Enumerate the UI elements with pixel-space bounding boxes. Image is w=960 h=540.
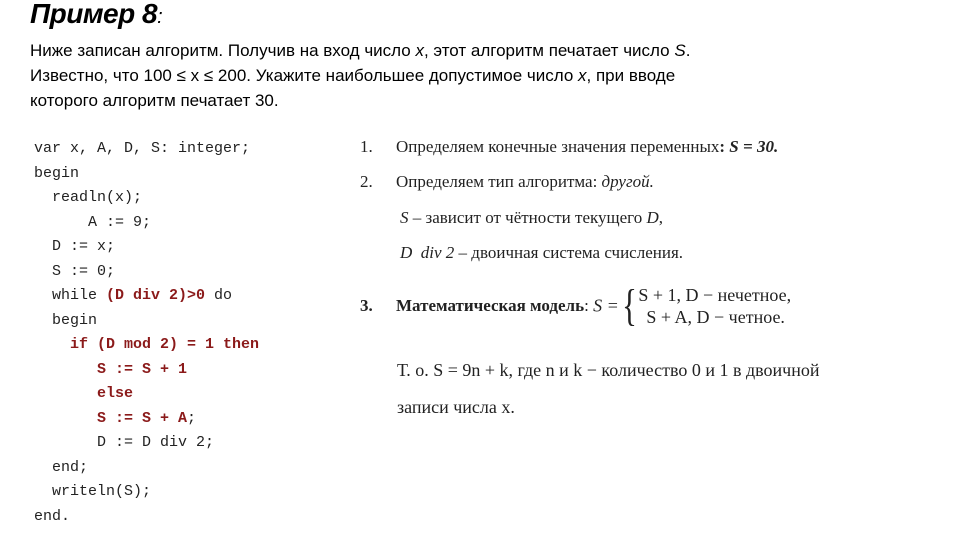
code-line-else [34,382,259,407]
task-text: Ниже записан алгоритм. Получив на вход число [30,41,416,60]
code-line: var x, A, D, S: integer; [34,140,251,157]
step-text: Определяем тип алгоритма: [396,172,602,191]
solution-step-2 [360,172,654,192]
code-text: ; [187,409,197,427]
step-label: Математическая модель [396,296,585,315]
step-result: S = 30. [729,137,779,156]
step-number: 3. [360,296,373,315]
code-line: begin [34,311,98,329]
case-odd: S + 1, D − нечетное, [638,285,792,305]
task-line-2 [30,63,910,88]
solution-note-2 [400,243,683,263]
page-title [30,0,162,30]
var-s: S [674,41,686,60]
while-condition: (D div 2)>0 [106,287,206,304]
code-listing [34,137,259,529]
piecewise-cases [638,284,791,328]
step-colon: : [719,137,730,156]
task-line-3: которого алгоритм печатает 30. [30,91,279,110]
else-keyword: else [97,385,134,402]
conclusion-line-1: Т. о. S = 9n + k, где n и k − количество 0 и 1 в двоичной [397,360,820,380]
expression: D div 2 [400,243,455,262]
case-even: S + A, D − четное. [646,307,785,327]
var-d: D [646,208,659,227]
code-line-else-branch [34,407,259,432]
task-line-1 [30,38,910,63]
code-line: end; [34,458,89,476]
code-line-if [34,333,259,358]
code-indent [34,410,97,427]
equation-lhs: S = [593,295,624,316]
var-s: S [400,208,409,227]
title-colon: : [157,6,163,28]
task-text: . [685,41,691,60]
code-indent [34,361,97,378]
code-line: end. [34,507,71,525]
note-text: – зависит от чётности текущего [408,208,647,227]
note-text: – двоичная система счисления. [454,243,684,262]
code-indent [34,336,70,353]
step-colon: : [584,296,594,315]
task-statement [30,38,910,113]
var-x: x [415,41,424,60]
code-line: A := 9; [34,213,152,231]
code-line: writeln(S); [34,483,152,500]
task-text: Известно, что 100 ≤ x ≤ 200. Укажите наибольшее допустимое число [30,66,579,85]
brace-icon: { [622,281,638,330]
step-text: Определяем конечные значения переменных [396,137,720,156]
code-line: D := D div 2; [34,434,215,451]
step-number: 2. [360,172,373,191]
code-line: begin [34,164,80,182]
step-result: другой. [601,172,654,191]
note-text: , [658,208,663,227]
code-text: while [34,287,107,304]
code-line: D := x; [34,238,116,255]
solution-note-1 [400,208,663,228]
if-condition: if (D mod 2) = 1 then [70,336,260,353]
solution-step-1 [360,137,778,157]
step-number: 1. [360,137,373,156]
var-x: x [578,66,587,85]
title-text: Пример 8 [30,0,158,29]
task-text: , этот алгоритм печатает число [423,41,675,60]
code-line-then [34,358,259,383]
conclusion-line-2: записи числа x. [397,397,515,417]
else-branch: S := S + A [97,409,188,427]
code-line-while [34,284,259,309]
code-line: S := 0; [34,262,116,280]
then-branch: S := S + 1 [97,360,188,378]
code-indent [34,385,97,402]
code-text: do [205,287,233,304]
solution-step-3 [360,281,792,330]
task-text: , при вводе [586,66,676,85]
code-line: readln(x); [34,189,143,206]
